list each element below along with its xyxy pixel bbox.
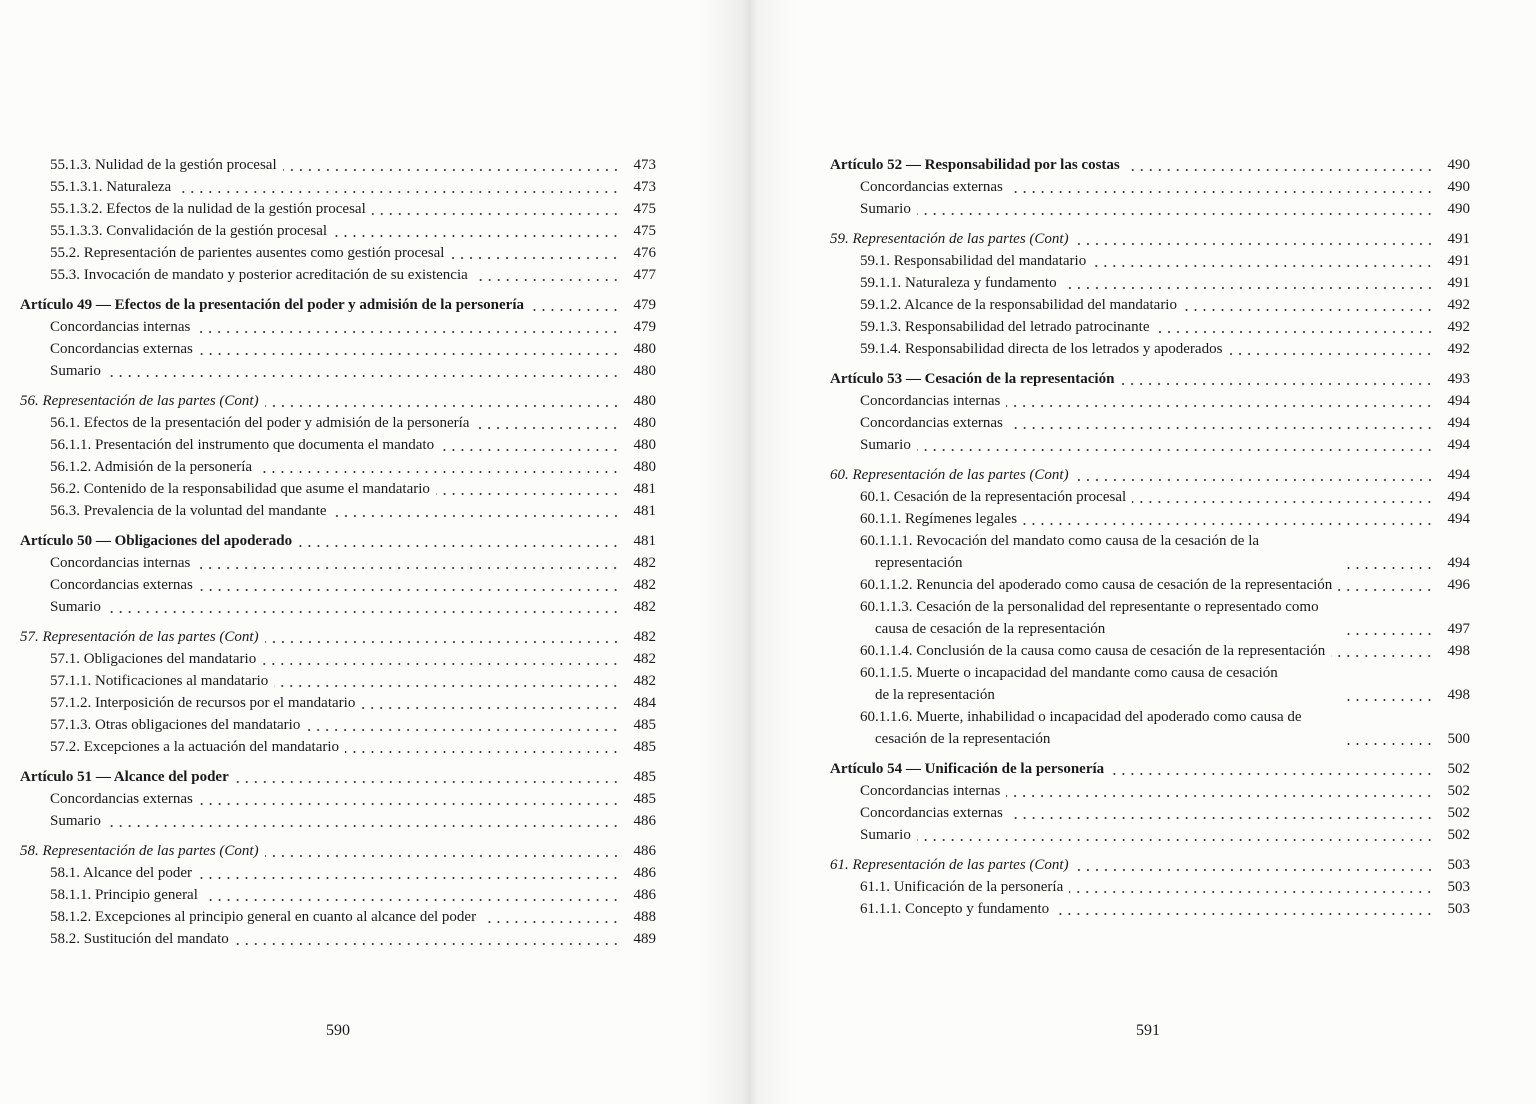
toc-entry-page: 477 (633, 267, 656, 283)
dot-leader (1075, 479, 1434, 481)
toc-entry-title: 56.3. Prevalencia de la voluntad del mandante (50, 503, 327, 519)
toc-entry (830, 876, 1470, 898)
toc-entry-title: Artículo 54 — Unificación de la personería (830, 761, 1105, 777)
dot-leader (333, 235, 620, 237)
toc-entry-title: 57.1.1. Notificaciones al mandatario (50, 673, 269, 689)
toc-entry-page: 494 (1447, 415, 1470, 431)
toc-entry-title: 59.1.2. Alcance de la responsabilidad del mandatario (860, 297, 1177, 313)
toc-entry-page: 480 (633, 415, 656, 431)
page-number-left: 590 (326, 1022, 350, 1039)
toc-entry-page: 494 (1447, 511, 1470, 527)
dot-leader (283, 169, 620, 171)
toc-entry (20, 788, 656, 810)
toc-entry-page: 498 (1447, 643, 1470, 659)
toc-entry (20, 242, 656, 264)
toc-entry-page: 503 (1447, 857, 1470, 873)
toc-entry-title: 55.1.3.1. Naturaleza (50, 179, 172, 195)
dot-leader (361, 707, 620, 709)
dot-leader (1126, 169, 1434, 171)
toc-entry (20, 390, 656, 412)
dot-leader (265, 855, 620, 857)
toc-entry-title: 56.1.1. Presentación del instrumento que documenta el mandato (50, 437, 435, 453)
toc-entry (20, 574, 656, 596)
toc-entry (830, 412, 1470, 434)
dot-leader (1075, 869, 1434, 871)
toc-entry-title: 61.1.1. Concepto y fundamento (860, 901, 1050, 917)
table-of-contents-left (20, 154, 656, 950)
toc-entry-page: 503 (1447, 879, 1470, 895)
dot-leader (1132, 501, 1434, 503)
toc-entry-page: 503 (1447, 901, 1470, 917)
toc-entry-page: 480 (633, 393, 656, 409)
dot-leader (204, 899, 620, 901)
dot-leader (199, 589, 620, 591)
toc-entry-page: 502 (1447, 805, 1470, 821)
toc-entry-title: Concordancias externas (860, 415, 1003, 431)
toc-entry-page: 494 (1447, 489, 1470, 505)
toc-entry-page: 490 (1447, 201, 1470, 217)
dot-leader (262, 663, 620, 665)
dot-leader (440, 449, 620, 451)
dot-leader (1346, 633, 1434, 635)
dot-leader (333, 515, 620, 517)
toc-entry-page: 481 (633, 481, 656, 497)
toc-entry-title (830, 706, 1340, 750)
toc-entry (830, 434, 1470, 456)
dot-leader (199, 353, 620, 355)
toc-entry-title: Artículo 51 — Alcance del poder (20, 769, 229, 785)
dot-leader (196, 567, 620, 569)
toc-entry (20, 456, 656, 478)
dot-leader (1023, 523, 1434, 525)
toc-entry-title: 57.1. Obligaciones del mandatario (50, 651, 257, 667)
toc-entry-title-line1: 60.1.1.5. Muerte o incapacidad del mandante como causa de cesación (860, 665, 1278, 681)
toc-entry-title-line1: 60.1.1.3. Cesación de la personalidad del representante o representado como (860, 599, 1319, 615)
toc-entry-title: Artículo 53 — Cesación de la representación (830, 371, 1115, 387)
toc-entry-page: 491 (1447, 253, 1470, 269)
dot-leader (1006, 795, 1434, 797)
dot-leader (1346, 743, 1434, 745)
dot-leader (1009, 191, 1434, 193)
toc-entry (830, 824, 1470, 846)
toc-entry (830, 486, 1470, 508)
toc-entry-title: 55.1.3.2. Efectos de la nulidad de la gestión procesal (50, 201, 366, 217)
toc-entry (20, 338, 656, 360)
toc-entry (20, 360, 656, 382)
toc-entry-page: 486 (633, 887, 656, 903)
toc-entry (20, 316, 656, 338)
toc-entry-title: 58.1.2. Excepciones al principio general en cuanto al alcance del poder (50, 909, 477, 925)
toc-entry (830, 154, 1470, 176)
toc-entry (830, 898, 1470, 920)
toc-entry-title: 55.1.3.3. Convalidación de la gestión procesal (50, 223, 328, 239)
toc-entry (20, 840, 656, 862)
toc-entry-title: Sumario (50, 813, 101, 829)
toc-entry (830, 250, 1470, 272)
toc-entry-title: 59.1.1. Naturaleza y fundamento (860, 275, 1057, 291)
dot-leader (1069, 891, 1434, 893)
toc-entry-page: 481 (633, 503, 656, 519)
toc-entry-title: Sumario (50, 599, 101, 615)
dot-leader (298, 545, 620, 547)
toc-entry-title: 56.1. Efectos de la presentación del poder y admisión de la personería (50, 415, 470, 431)
toc-entry-title: 57.2. Excepciones a la actuación del mandatario (50, 739, 340, 755)
dot-leader (474, 279, 620, 281)
dot-leader (530, 309, 620, 311)
dot-leader (199, 803, 620, 805)
toc-entry-page: 485 (633, 769, 656, 785)
toc-entry-title: Sumario (50, 363, 101, 379)
toc-entry-title: 61. Representación de las partes (Cont) (830, 857, 1069, 873)
toc-entry-page: 480 (633, 363, 656, 379)
dot-leader (177, 191, 620, 193)
toc-entry-title: 55.2. Representación de parientes ausentes como gestión procesal (50, 245, 445, 261)
toc-entry-page: 494 (1447, 437, 1470, 453)
dot-leader (265, 405, 620, 407)
toc-entry (20, 434, 656, 456)
toc-entry-title: Concordancias internas (50, 319, 191, 335)
toc-entry-page: 502 (1447, 761, 1470, 777)
toc-entry-title: 56.2. Contenido de la responsabilidad que asume el mandatario (50, 481, 430, 497)
toc-entry (830, 662, 1470, 706)
toc-entry-page: 485 (633, 791, 656, 807)
toc-entry-page: 490 (1447, 179, 1470, 195)
toc-entry-title: Sumario (860, 827, 911, 843)
dot-leader (198, 877, 620, 879)
toc-entry (830, 368, 1470, 390)
dot-leader (1228, 353, 1434, 355)
toc-entry-title (830, 662, 1340, 706)
dot-leader (436, 493, 620, 495)
toc-entry-page: 491 (1447, 275, 1470, 291)
toc-entry-title: Concordancias internas (50, 555, 191, 571)
dot-leader (372, 213, 620, 215)
toc-entry-title: Concordancias internas (860, 393, 1001, 409)
toc-entry-title (830, 596, 1340, 640)
toc-entry-page: 480 (633, 341, 656, 357)
toc-entry-page: 496 (1447, 577, 1470, 593)
toc-entry (20, 648, 656, 670)
toc-entry-page: 497 (1447, 621, 1470, 637)
toc-entry (830, 464, 1470, 486)
toc-entry (830, 294, 1470, 316)
toc-entry (20, 478, 656, 500)
toc-entry-title: 58. Representación de las partes (Cont) (20, 843, 259, 859)
dot-leader (1156, 331, 1434, 333)
toc-entry-page: 498 (1447, 687, 1470, 703)
dot-leader (1055, 913, 1434, 915)
dot-leader (917, 449, 1434, 451)
dot-leader (235, 943, 620, 945)
toc-entry-page: 482 (633, 673, 656, 689)
dot-leader (1009, 817, 1434, 819)
dot-leader (1075, 243, 1434, 245)
toc-entry-page: 473 (633, 179, 656, 195)
toc-entry-title: 59.1. Responsabilidad del mandatario (860, 253, 1087, 269)
toc-entry-page: 482 (633, 651, 656, 667)
toc-entry-title: 55.1.3. Nulidad de la gestión procesal (50, 157, 277, 173)
toc-entry-title: Concordancias externas (50, 341, 193, 357)
dot-leader (1063, 287, 1434, 289)
toc-entry-title: 59.1.4. Responsabilidad directa de los letrados y apoderados (860, 341, 1223, 357)
dot-leader (1346, 699, 1434, 701)
dot-leader (1009, 427, 1434, 429)
toc-entry (20, 294, 656, 316)
toc-entry-page: 485 (633, 739, 656, 755)
dot-leader (1338, 589, 1434, 591)
dot-leader (265, 641, 620, 643)
toc-entry-title: 57. Representación de las partes (Cont) (20, 629, 259, 645)
toc-entry-title: 58.2. Sustitución del mandato (50, 931, 229, 947)
toc-entry-title: Concordancias internas (860, 783, 1001, 799)
toc-entry-title: 58.1. Alcance del poder (50, 865, 193, 881)
toc-entry-page: 502 (1447, 827, 1470, 843)
toc-entry-title: 55.3. Invocación de mandato y posterior acreditación de su existencia (50, 267, 468, 283)
toc-entry-title: 61.1. Unificación de la personería (860, 879, 1064, 895)
dot-leader (1331, 655, 1434, 657)
toc-entry (20, 154, 656, 176)
toc-entry-page: 475 (633, 223, 656, 239)
toc-entry (20, 670, 656, 692)
dot-leader (306, 729, 620, 731)
dot-leader (235, 781, 620, 783)
dot-leader (274, 685, 620, 687)
dot-leader (1346, 567, 1434, 569)
toc-entry (20, 692, 656, 714)
toc-entry-title: Concordancias externas (50, 577, 193, 593)
toc-entry (830, 640, 1470, 662)
toc-entry-title: Artículo 49 — Efectos de la presentación del poder y admisión de la personería (20, 297, 525, 313)
toc-entry-title: Concordancias externas (860, 805, 1003, 821)
toc-entry (20, 810, 656, 832)
toc-entry (20, 714, 656, 736)
toc-entry-title: 58.1.1. Principio general (50, 887, 198, 903)
toc-entry-title: 60. Representación de las partes (Cont) (830, 467, 1069, 483)
dot-leader (917, 213, 1434, 215)
toc-entry-page: 480 (633, 459, 656, 475)
toc-entry-title: 57.1.3. Otras obligaciones del mandatario (50, 717, 301, 733)
toc-entry (830, 802, 1470, 824)
toc-entry-title-line1: 60.1.1.1. Revocación del mandato como causa de la cesación de la (860, 533, 1260, 549)
toc-entry (20, 766, 656, 788)
toc-entry-title: 56.1.2. Admisión de la personería (50, 459, 253, 475)
page-number-right: 591 (1136, 1022, 1160, 1039)
toc-entry-title: 60.1. Cesación de la representación procesal (860, 489, 1127, 505)
toc-entry-title: 56. Representación de las partes (Cont) (20, 393, 259, 409)
left-page (0, 0, 760, 1104)
toc-entry-page: 493 (1447, 371, 1470, 387)
toc-entry-page: 481 (633, 533, 656, 549)
toc-entry-title: Artículo 52 — Responsabilidad por las costas (830, 157, 1120, 173)
dot-leader (258, 471, 620, 473)
toc-entry (20, 906, 656, 928)
dot-leader (1006, 405, 1434, 407)
toc-entry-page: 502 (1447, 783, 1470, 799)
table-of-contents-right (830, 154, 1470, 920)
toc-entry-title: 60.1.1.4. Conclusión de la causa como causa de cesación de la representación (860, 643, 1326, 659)
dot-leader (196, 331, 620, 333)
toc-entry (20, 862, 656, 884)
dot-leader (107, 611, 620, 613)
dot-leader (482, 921, 620, 923)
dot-leader (917, 839, 1434, 841)
toc-entry-title-line1: 60.1.1.6. Muerte, inhabilidad o incapacidad del apoderado como causa de (860, 709, 1302, 725)
toc-entry-page: 494 (1447, 467, 1470, 483)
toc-entry-title: 59. Representación de las partes (Cont) (830, 231, 1069, 247)
dot-leader (1092, 265, 1434, 267)
toc-entry (830, 316, 1470, 338)
toc-entry (20, 198, 656, 220)
toc-entry-page: 492 (1447, 297, 1470, 313)
toc-entry (830, 706, 1470, 750)
dot-leader (1183, 309, 1434, 311)
toc-entry (830, 780, 1470, 802)
toc-entry-page: 479 (633, 319, 656, 335)
dot-leader (107, 375, 620, 377)
toc-entry-page: 485 (633, 717, 656, 733)
toc-entry (20, 264, 656, 286)
toc-entry (20, 176, 656, 198)
toc-entry-page: 482 (633, 555, 656, 571)
dot-leader (1110, 773, 1434, 775)
toc-entry (20, 552, 656, 574)
toc-entry-page: 473 (633, 157, 656, 173)
dot-leader (1120, 383, 1434, 385)
toc-entry-title: Concordancias externas (50, 791, 193, 807)
toc-entry (20, 412, 656, 434)
toc-entry (830, 596, 1470, 640)
dot-leader (345, 751, 620, 753)
toc-entry-page: 475 (633, 201, 656, 217)
toc-entry-title: Sumario (860, 201, 911, 217)
toc-entry-title-line2: cesación de la representación (875, 731, 1051, 747)
toc-entry-title-line2: de la representación (875, 687, 995, 703)
toc-entry (830, 508, 1470, 530)
toc-entry-page: 500 (1447, 731, 1470, 747)
toc-entry (830, 574, 1470, 596)
toc-entry-title: 57.1.2. Interposición de recursos por el mandatario (50, 695, 356, 711)
toc-entry (830, 198, 1470, 220)
toc-entry (830, 390, 1470, 412)
toc-entry (20, 736, 656, 758)
toc-entry (830, 338, 1470, 360)
dot-leader (450, 257, 620, 259)
toc-entry-page: 482 (633, 577, 656, 593)
toc-entry (830, 758, 1470, 780)
toc-entry (20, 626, 656, 648)
toc-entry (20, 928, 656, 950)
toc-entry-page: 476 (633, 245, 656, 261)
toc-entry-title: Artículo 50 — Obligaciones del apoderado (20, 533, 293, 549)
toc-entry-title: 60.1.1. Regímenes legales (860, 511, 1018, 527)
toc-entry-page: 480 (633, 437, 656, 453)
toc-entry (830, 176, 1470, 198)
toc-entry-page: 482 (633, 599, 656, 615)
toc-entry (20, 220, 656, 242)
right-page (790, 0, 1536, 1104)
toc-entry-title: 59.1.3. Responsabilidad del letrado patrocinante (860, 319, 1150, 335)
toc-entry-page: 489 (633, 931, 656, 947)
toc-entry-page: 479 (633, 297, 656, 313)
toc-entry-page: 494 (1447, 555, 1470, 571)
toc-entry-page: 486 (633, 865, 656, 881)
toc-entry-page: 490 (1447, 157, 1470, 173)
toc-entry-page: 494 (1447, 393, 1470, 409)
toc-entry-title: Concordancias externas (860, 179, 1003, 195)
toc-entry-page: 488 (633, 909, 656, 925)
toc-entry-title-line2: representación (875, 555, 963, 571)
toc-entry (20, 884, 656, 906)
toc-entry (20, 596, 656, 618)
toc-entry-page: 482 (633, 629, 656, 645)
toc-entry (20, 530, 656, 552)
toc-entry (20, 500, 656, 522)
toc-entry-title (830, 530, 1340, 574)
toc-entry-page: 486 (633, 813, 656, 829)
toc-entry (830, 228, 1470, 250)
dot-leader (475, 427, 620, 429)
toc-entry (830, 272, 1470, 294)
toc-entry-page: 484 (633, 695, 656, 711)
toc-entry-title: 60.1.1.2. Renuncia del apoderado como causa de cesación de la representación (860, 577, 1333, 593)
toc-entry-title-line2: causa de cesación de la representación (875, 621, 1106, 637)
toc-entry-page: 486 (633, 843, 656, 859)
toc-entry (830, 854, 1470, 876)
toc-entry-page: 492 (1447, 341, 1470, 357)
toc-entry-page: 492 (1447, 319, 1470, 335)
dot-leader (107, 825, 620, 827)
toc-entry-title: Sumario (860, 437, 911, 453)
toc-entry (830, 530, 1470, 574)
toc-entry-page: 491 (1447, 231, 1470, 247)
